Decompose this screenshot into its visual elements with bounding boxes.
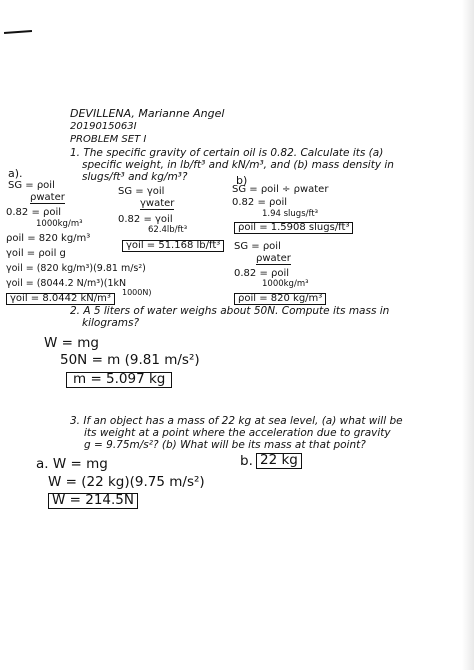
colB-line4: 62.4lb/ft³ <box>148 225 188 235</box>
page-edge-shadow <box>462 0 474 670</box>
problem3-line3: g = 9.75m/s²? (b) What will be its mass at that point? <box>84 439 366 451</box>
colA-line3: 0.82 = ρoil <box>6 207 62 218</box>
colA-line5: ρoil = 820 kg/m³ <box>6 233 91 244</box>
part-b-label-p3: b. <box>240 453 253 469</box>
answer-density-slugs: ρoil = 1.5908 slugs/ft³ <box>234 222 353 234</box>
student-name: DEVILLENA, Marianne Angel <box>70 107 225 120</box>
colB-line1: SG = γoil <box>118 186 165 197</box>
problem2-step1: W = mg <box>44 335 99 351</box>
problem3-step-a2: W = (22 kg)(9.75 m/s²) <box>48 474 205 490</box>
pen-mark <box>4 30 32 34</box>
student-id: 2019015063I <box>70 121 137 132</box>
problem1-line1: 1. The specific gravity of certain oil is 0.82. Calculate its (a) <box>70 147 384 159</box>
colA-line6: γoil = ρoil g <box>6 248 66 259</box>
problem3-step-a1: a. W = mg <box>36 456 108 472</box>
part-b-label: b) <box>236 174 248 187</box>
colC-line6: ρwater <box>256 253 291 264</box>
colC-line1: SG = ρoil ÷ ρwater <box>232 184 329 195</box>
colA-line7: γoil = (820 kg/m³)(9.81 m/s²) <box>6 263 146 274</box>
answer-density-kg: ρoil = 820 kg/m³ <box>234 293 326 305</box>
colC-line8: 1000kg/m³ <box>262 279 309 289</box>
answer-weight: W = 214.5N <box>48 493 138 509</box>
answer-mass-b: 22 kg <box>256 453 302 469</box>
problem3-line1: 3. If an object has a mass of 22 kg at sea level, (a) what will be <box>70 415 403 427</box>
answer-specific-weight-lb: γoil = 51.168 lb/ft³ <box>122 240 224 252</box>
problem-set-title: PROBLEM SET I <box>70 134 147 145</box>
colA-line2: ρwater <box>30 192 65 203</box>
colA-line4: 1000kg/m³ <box>36 219 83 229</box>
colB-line2: γwater <box>140 198 175 209</box>
colC-line5: SG = ρoil <box>234 241 281 252</box>
part-a-label: a). <box>8 167 23 180</box>
colA-line8: γoil = (8044.2 N/m³)(1kN <box>6 278 127 289</box>
problem2-step2: 50N = m (9.81 m/s²) <box>60 352 200 368</box>
colC-line7: 0.82 = ρoil <box>234 268 290 279</box>
problem1-line2: specific weight, in lb/ft³ and kN/m³, and (b) mass density in <box>82 159 394 171</box>
problem2-line1: 2. A 5 liters of water weighs about 50N. Compute its mass in <box>70 305 390 317</box>
answer-mass: m = 5.097 kg <box>66 372 172 388</box>
problem3-line2: its weight at a point where the acceleration due to gravity <box>84 427 391 439</box>
colB-line3: 0.82 = γoil <box>118 214 173 225</box>
colC-line2: 0.82 = ρoil <box>232 197 288 208</box>
colA-line1: SG = ρoil <box>8 180 55 191</box>
colC-line3: 1.94 slugs/ft³ <box>262 209 319 219</box>
answer-specific-weight-kn: γoil = 8.0442 kN/m³ <box>6 293 115 305</box>
colA-line8b: 1000N) <box>122 288 152 297</box>
problem1-line3: slugs/ft³ and kg/m³? <box>82 171 188 183</box>
problem2-line2: kilograms? <box>82 317 140 329</box>
